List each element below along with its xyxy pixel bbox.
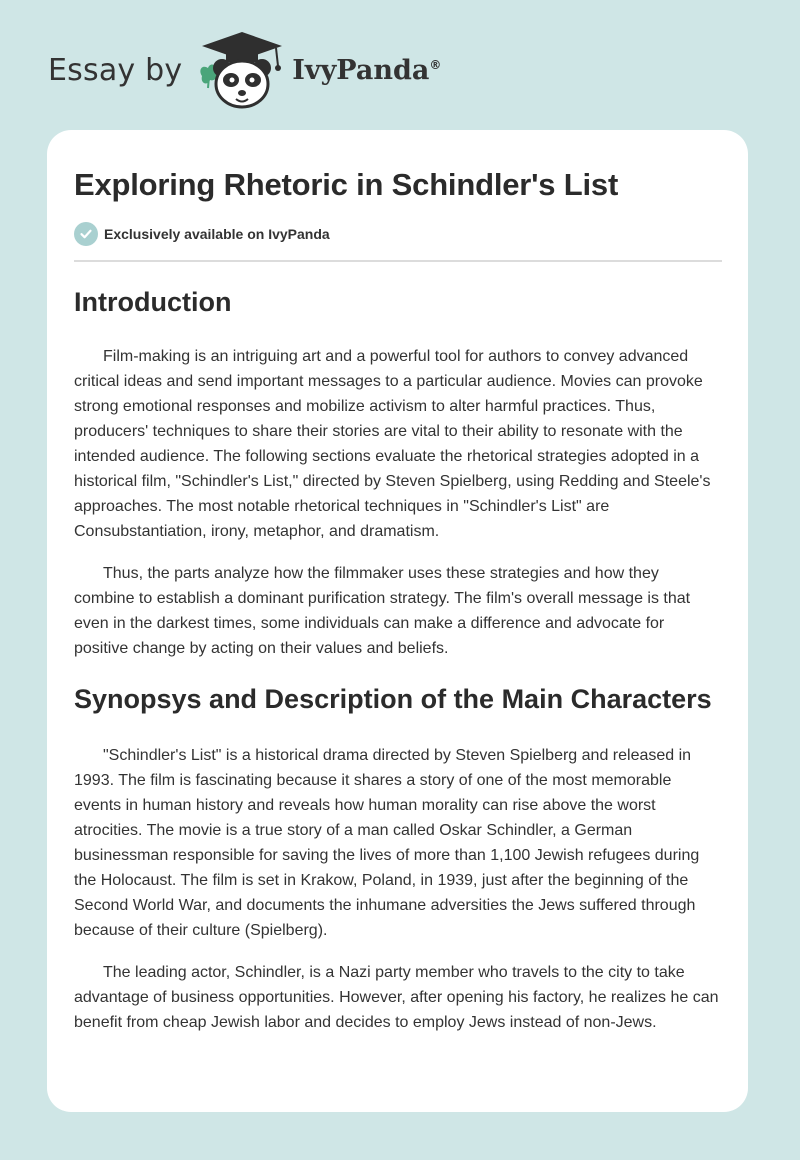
section-heading-introduction: Introduction xyxy=(74,287,232,317)
panda-graduate-icon xyxy=(196,30,288,110)
section-heading-synopsis: Synopsys and Description of the Main Characters xyxy=(74,684,712,714)
brand-name xyxy=(292,55,441,86)
paragraph: "Schindler's List" is a historical drama directed by Steven Spielberg and released in 1993. The film is fascinating because it shares a story of one of the most memorable events in human history and reveals how human morality can rise above the worst atrocities. The movie is a true story of a man called Oskar Schindler, a German businessman responsible for saving the lives of more than 1,100 Jewish refugees during the Holocaust. The film is set in Krakow, Poland, in 1939, just after the beginning of the Second World War, and documents the inhumane adversities the Jews suffered through because of their culture (Spielberg). xyxy=(74,747,700,939)
page-title: Exploring Rhetoric in Schindler's List xyxy=(74,167,619,202)
brand-header xyxy=(48,30,441,110)
exclusive-badge xyxy=(74,222,722,246)
registered-mark: ® xyxy=(429,57,442,72)
divider xyxy=(74,260,722,262)
paragraph: Film-making is an intriguing art and a powerful tool for authors to convey advanced critical ideas and send important messages to a particular audience. Movies can provoke strong emotional responses and mobilize activism to alter harmful practices. Thus, producers' techniques to share their stories are vital to their ability to resonate with the intended audience. The following sections evaluate the rhetorical strategies adopted in a historical film, "Schindler's List," directed by Steven Spielberg, using Redding and Steele's approaches. The most notable rhetorical techniques in "Schindler's List" are Consubstantiation, irony, metaphor, and dramatism. xyxy=(74,348,711,540)
brand-name-text: IvyPanda xyxy=(292,54,430,86)
brand-prefix: Essay by xyxy=(48,52,183,88)
checkmark-icon xyxy=(74,222,98,246)
paragraph: The leading actor, Schindler, is a Nazi party member who travels to the city to take advantage of business opportunities. However, after opening his factory, he realizes he can benefit from cheap Jewish labor and decides to employ Jews instead of non-Jews. xyxy=(74,964,719,1031)
article-card xyxy=(47,130,748,1112)
exclusive-label: Exclusively available on IvyPanda xyxy=(104,226,330,242)
paragraph: Thus, the parts analyze how the filmmaker uses these strategies and how they combine to establish a dominant purification strategy. The film's overall message is that even in the darkest times, some individuals can make a difference and advocate for positive change by acting on their values and beliefs. xyxy=(74,565,691,657)
